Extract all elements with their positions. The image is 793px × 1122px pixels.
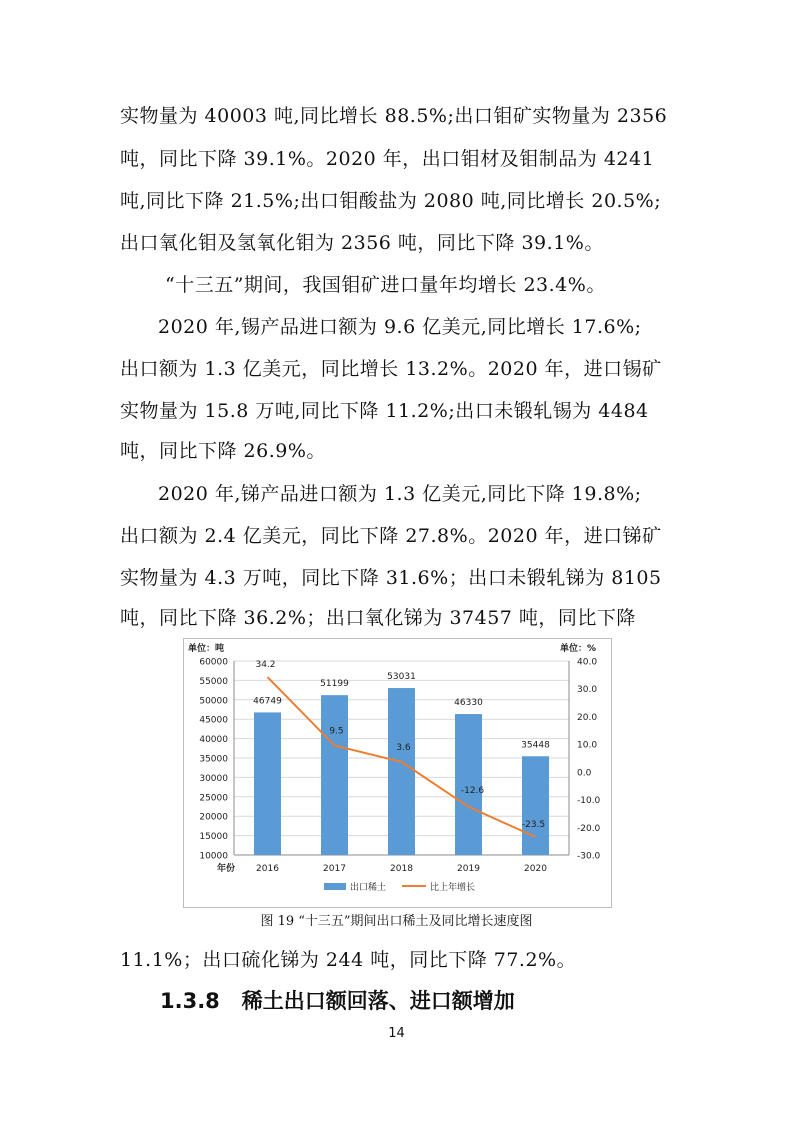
left-unit-label: 单位：吨 [188, 644, 225, 654]
bar [388, 688, 415, 855]
x-axis-title: 年份 [216, 864, 236, 874]
paragraph-line: 出口氧化钼及氢氧化钼为 2356 吨，同比下降 39.1%。 [120, 232, 604, 254]
y-left-tick-label: 60000 [199, 657, 228, 668]
line-data-label: -23.5 [521, 819, 546, 830]
bar [522, 756, 549, 855]
y-right-tick-label: -10.0 [577, 796, 601, 807]
y-left-tick-label: 45000 [199, 715, 228, 726]
y-right-tick-label: 40.0 [577, 657, 598, 668]
right-unit-label: 单位：% [560, 644, 597, 654]
x-tick-label: 2020 [524, 864, 547, 874]
y-right-tick-label: 10.0 [577, 740, 598, 751]
paragraph-line: 吨，同比下降 39.1%。2020 年，出口钼材及钼制品为 4241 [120, 148, 655, 170]
paragraph-line: 出口额为 2.4 亿美元，同比下降 27.8%。2020 年，进口锑矿 [120, 525, 662, 547]
paragraph-line: 11.1%；出口硫化锑为 244 吨，同比下降 77.2%。 [120, 949, 577, 971]
section-title: 稀土出口额回落、进口额增加 [241, 989, 515, 1013]
paragraph-line: “十三五”期间，我国钼矿进口量年均增长 23.4%。 [165, 274, 606, 296]
bar-data-label: 35448 [521, 740, 550, 751]
y-left-tick-label: 20000 [199, 812, 228, 823]
paragraph-line: 实物量为 4.3 万吨，同比下降 31.6%；出口未锻轧锑为 8105 [120, 567, 662, 589]
paragraph-line: 吨，同比下降 36.2%；出口氧化锑为 37457 吨，同比下降 [120, 607, 636, 629]
y-left-tick-label: 15000 [199, 832, 228, 843]
y-right-tick-label: 0.0 [577, 768, 592, 779]
paragraph-line: 吨,同比下降 21.5%;出口钼酸盐为 2080 吨,同比增长 20.5%; [120, 190, 662, 212]
y-right-tick-label: 20.0 [577, 712, 598, 723]
legend-label-line: 比上年增长 [430, 883, 476, 893]
bar-data-label: 51199 [320, 679, 349, 690]
section-number: 1.3.8 [160, 989, 220, 1013]
section-heading [160, 985, 515, 1015]
bar [254, 712, 281, 855]
bar-data-label: 46330 [454, 698, 483, 709]
x-tick-label: 2019 [457, 864, 480, 874]
x-tick-label: 2016 [256, 864, 279, 874]
y-left-tick-label: 35000 [199, 754, 228, 765]
y-right-tick-label: -30.0 [577, 851, 601, 862]
bar-data-label: 46749 [253, 696, 282, 707]
bar [455, 714, 482, 855]
line-data-label: 34.2 [255, 660, 276, 671]
bar [321, 695, 348, 855]
y-left-tick-label: 55000 [199, 676, 228, 687]
line-data-label: 3.6 [396, 742, 411, 753]
y-left-tick-label: 10000 [199, 851, 228, 862]
y-left-tick-label: 50000 [199, 696, 228, 707]
legend-label-bars: 出口稀土 [350, 883, 387, 893]
figure-caption: 图 19 “十三五”期间出口稀土及同比增长速度图 [260, 914, 533, 929]
line-data-label: -12.6 [460, 785, 485, 796]
y-right-tick-label: 30.0 [577, 685, 598, 696]
x-tick-label: 2017 [323, 864, 346, 874]
y-left-tick-label: 25000 [199, 793, 228, 804]
x-tick-label: 2018 [390, 864, 413, 874]
paragraph-line: 2020 年,锑产品进口额为 1.3 亿美元,同比下降 19.8%; [158, 483, 642, 505]
paragraph-line: 实物量为 40003 吨,同比增长 88.5%;出口钼矿实物量为 2356 [120, 105, 668, 127]
line-data-label: 9.5 [329, 726, 344, 737]
paragraph-line: 出口额为 1.3 亿美元，同比增长 13.2%。2020 年，进口锡矿 [120, 358, 662, 380]
paragraph-line: 吨，同比下降 26.9%。 [120, 440, 326, 462]
y-left-tick-label: 40000 [199, 735, 228, 746]
page-number: 14 [388, 1026, 405, 1041]
paragraph-line: 实物量为 15.8 万吨,同比下降 11.2%;出口未锻轧锡为 4484 [120, 400, 649, 422]
y-left-tick-label: 30000 [199, 773, 228, 784]
paragraph-line: 2020 年,锡产品进口额为 9.6 亿美元,同比增长 17.6%; [158, 316, 642, 338]
y-right-tick-label: -20.0 [577, 823, 601, 834]
chart-svg [184, 639, 611, 907]
legend-swatch-bars [324, 883, 346, 890]
figure-chart [183, 638, 612, 908]
bar-data-label: 53031 [387, 672, 416, 683]
